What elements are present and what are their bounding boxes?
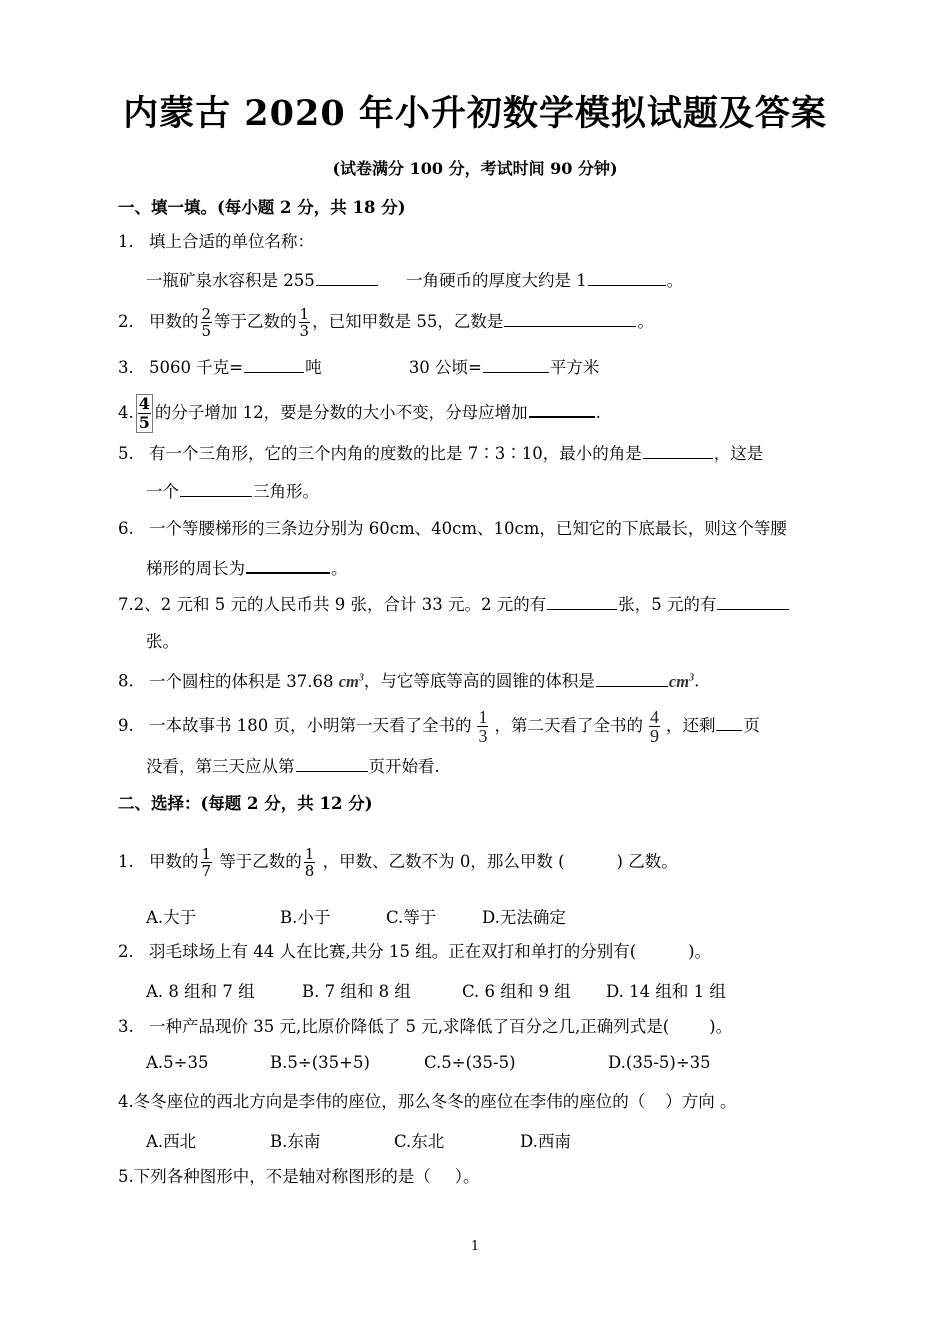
question-text: 三角形。	[253, 482, 319, 501]
answer-blank[interactable]	[316, 268, 378, 286]
option-c[interactable]: C. 6 组和 9 组	[462, 982, 571, 1001]
question-text: 一个圆柱的体积是 37.68	[149, 671, 334, 691]
question-text: 下列各种图形中，不是轴对称图形的是（	[133, 1167, 431, 1186]
answer-blank[interactable]	[716, 713, 742, 731]
s1-q8	[118, 666, 699, 694]
question-text: 没看，第三天应从第	[146, 757, 295, 776]
s1-q5	[118, 441, 763, 466]
page-number: 1	[470, 1239, 480, 1254]
section-2-heading: 二、选择：(每题 2 分，共 12 分)	[118, 794, 373, 813]
fraction	[201, 306, 213, 339]
s1-q9-cont	[146, 754, 440, 779]
denominator: 5	[201, 322, 212, 340]
answer-blank[interactable]	[588, 268, 666, 286]
question-text: 冬冬座位的西北方向是李伟的座位，那么冬冬的座位在李伟的座位的（	[133, 1092, 646, 1111]
denominator: 3	[299, 322, 310, 340]
s2-q2	[118, 940, 711, 964]
question-text: 羽毛球场上有 44 人在比赛,共分 15 组。正在双打和单打的分别有(	[149, 942, 637, 961]
fraction	[201, 846, 213, 879]
denominator: 9	[649, 726, 659, 746]
answer-blank[interactable]	[483, 355, 549, 373]
question-number: 1.	[118, 852, 134, 871]
question-text: 5060 千克=	[149, 358, 244, 377]
numerator: 4	[649, 707, 659, 727]
question-text: 等于乙数的	[219, 852, 302, 871]
unit-text: cm	[668, 671, 690, 691]
denominator: 8	[304, 862, 315, 880]
question-text: ）方向 。	[665, 1092, 737, 1111]
fraction	[304, 846, 316, 879]
answer-blank[interactable]	[180, 479, 252, 497]
s1-q3	[118, 355, 599, 380]
option-b[interactable]: B.小于	[280, 908, 331, 927]
question-number: 4.	[118, 403, 134, 422]
punct: .	[694, 671, 700, 691]
question-text: 的分子增加 12，要是分数的大小不变，分母应增加	[154, 403, 528, 422]
question-text: 平方米	[549, 358, 600, 377]
option-c[interactable]: C.5÷(35-5)	[424, 1053, 516, 1072]
question-number: 7.	[118, 595, 134, 614]
numerator: 1	[201, 845, 212, 863]
question-text: 张，5 元的有	[618, 595, 717, 614]
question-text: ，与它等底等高的圆锥的体积是	[363, 671, 595, 691]
question-number: 2.	[118, 312, 134, 331]
s1-q1	[118, 230, 314, 254]
s1-q7	[118, 592, 790, 617]
question-text: ，还剩	[665, 716, 716, 735]
option-b[interactable]: B.5÷(35+5)	[270, 1053, 370, 1072]
option-d[interactable]: D.西南	[520, 1132, 571, 1151]
option-d[interactable]: D. 14 组和 1 组	[606, 982, 726, 1001]
question-number: 8.	[118, 671, 134, 691]
question-text: 一角硬币的厚度大约是 1	[406, 271, 587, 290]
question-text: 一个等腰梯形的三条边分别为 60cm、40cm、10cm，已知它的下底最长，则这个等腰	[149, 519, 787, 538]
s1-q1-answers	[146, 268, 683, 293]
question-text: 有一个三角形，它的三个内角的度数的比是 7∶3∶10，最小的角是	[149, 444, 642, 463]
question-text: ) 乙数。	[616, 852, 678, 871]
answer-blank[interactable]	[504, 309, 636, 327]
question-text: 甲数的	[149, 852, 199, 871]
unit-cm3	[339, 672, 364, 691]
s1-q9	[118, 708, 760, 745]
fraction	[299, 306, 311, 339]
numerator: 1	[304, 845, 315, 863]
question-text: ，已知甲数是 55，乙数是	[312, 312, 504, 331]
option-c[interactable]: C.等于	[386, 908, 437, 927]
question-text: 甲数的	[149, 312, 199, 331]
question-number: 2.	[118, 942, 134, 961]
option-c[interactable]: C.东北	[394, 1132, 445, 1151]
question-text: 一种产品现价 35 元,比原价降低了 5 元,求降低了百分之几,正确列式是(	[149, 1017, 670, 1036]
question-text: 等于乙数的	[214, 312, 297, 331]
question-text: 30 公顷=	[408, 358, 482, 377]
question-text: 一个	[146, 482, 179, 501]
question-text: ，第二天看了全书的	[494, 716, 643, 735]
s1-q4	[118, 394, 601, 433]
option-a[interactable]: A.大于	[146, 908, 197, 927]
option-a[interactable]: A.西北	[146, 1132, 197, 1151]
page-title: 内蒙古 2020 年小升初数学模拟试题及答案	[123, 93, 827, 134]
denominator: 7	[201, 862, 212, 880]
question-number: 3.	[118, 1017, 134, 1036]
question-text: 页开始看.	[368, 757, 440, 776]
question-text: 页	[743, 716, 760, 735]
question-number: 1.	[118, 232, 134, 251]
fraction	[136, 394, 153, 433]
option-a[interactable]: A.5÷35	[146, 1053, 209, 1072]
numerator: 1	[478, 707, 488, 727]
s2-q4	[118, 1090, 737, 1114]
punct: 。	[666, 271, 684, 290]
question-number: 9.	[118, 716, 134, 735]
section-1-heading: 一、填一填。(每小题 2 分，共 18 分)	[118, 198, 406, 217]
s1-q6	[118, 517, 787, 541]
fraction	[477, 708, 488, 745]
question-number: 4.	[118, 1092, 134, 1111]
question-text: 张。	[146, 632, 179, 651]
punct: 。	[637, 312, 654, 331]
s2-q3	[118, 1015, 732, 1039]
answer-blank[interactable]	[596, 669, 668, 687]
question-text: 吨	[305, 358, 322, 377]
question-text: 2、2 元和 5 元的人民币共 9 张，合计 33 元。2 元的有	[133, 595, 547, 614]
question-number: 5.	[118, 1167, 134, 1186]
question-text: ，甲数、乙数不为 0，那么甲数 (	[322, 852, 565, 871]
answer-blank[interactable]	[717, 592, 789, 610]
question-text: 填上合适的单位名称：	[149, 232, 314, 251]
question-number: 6.	[118, 519, 134, 538]
unit-exponent: 3	[358, 672, 364, 683]
s1-q7-cont	[146, 630, 179, 654]
numerator: 1	[299, 305, 310, 323]
question-text: 一本故事书 180 页，小明第一天看了全书的	[149, 716, 472, 735]
answer-blank[interactable]	[643, 441, 713, 459]
question-text: 一瓶矿泉水容积是 255	[146, 271, 315, 290]
s1-q6-cont	[146, 555, 348, 581]
s2-q1	[118, 846, 678, 879]
question-number: 5.	[118, 444, 134, 463]
page-subtitle: (试卷满分 100 分，考试时间 90 分钟)	[332, 159, 618, 178]
s1-q2	[118, 306, 654, 339]
answer-blank[interactable]	[246, 555, 330, 574]
s1-q5-cont	[146, 479, 319, 504]
numerator: 4	[138, 394, 150, 413]
option-a[interactable]: A. 8 组和 7 组	[146, 982, 255, 1001]
option-d[interactable]: D.无法确定	[482, 908, 566, 927]
denominator: 5	[138, 413, 150, 432]
s2-q5	[118, 1165, 480, 1189]
option-b[interactable]: B. 7 组和 8 组	[302, 982, 411, 1001]
unit-text: cm	[338, 671, 359, 691]
answer-blank[interactable]	[529, 399, 595, 418]
punct: 。	[331, 559, 348, 578]
question-text: )。	[709, 1017, 733, 1036]
question-text: 梯形的周长为	[146, 559, 245, 578]
numerator: 2	[201, 305, 212, 323]
question-number: 3.	[118, 358, 134, 377]
answer-blank[interactable]	[296, 754, 368, 772]
option-b[interactable]: B.东南	[270, 1132, 321, 1151]
unit-cm3	[669, 672, 694, 691]
fraction	[649, 708, 660, 745]
question-text: ，这是	[713, 444, 764, 463]
question-text: )。	[688, 942, 712, 961]
unit-exponent: 3	[689, 672, 695, 683]
punct: .	[595, 403, 601, 422]
answer-blank[interactable]	[244, 355, 304, 373]
denominator: 3	[478, 726, 488, 746]
answer-blank[interactable]	[547, 592, 617, 610]
question-text: ）。	[454, 1167, 480, 1186]
option-d[interactable]: D.(35-5)÷35	[608, 1053, 711, 1072]
